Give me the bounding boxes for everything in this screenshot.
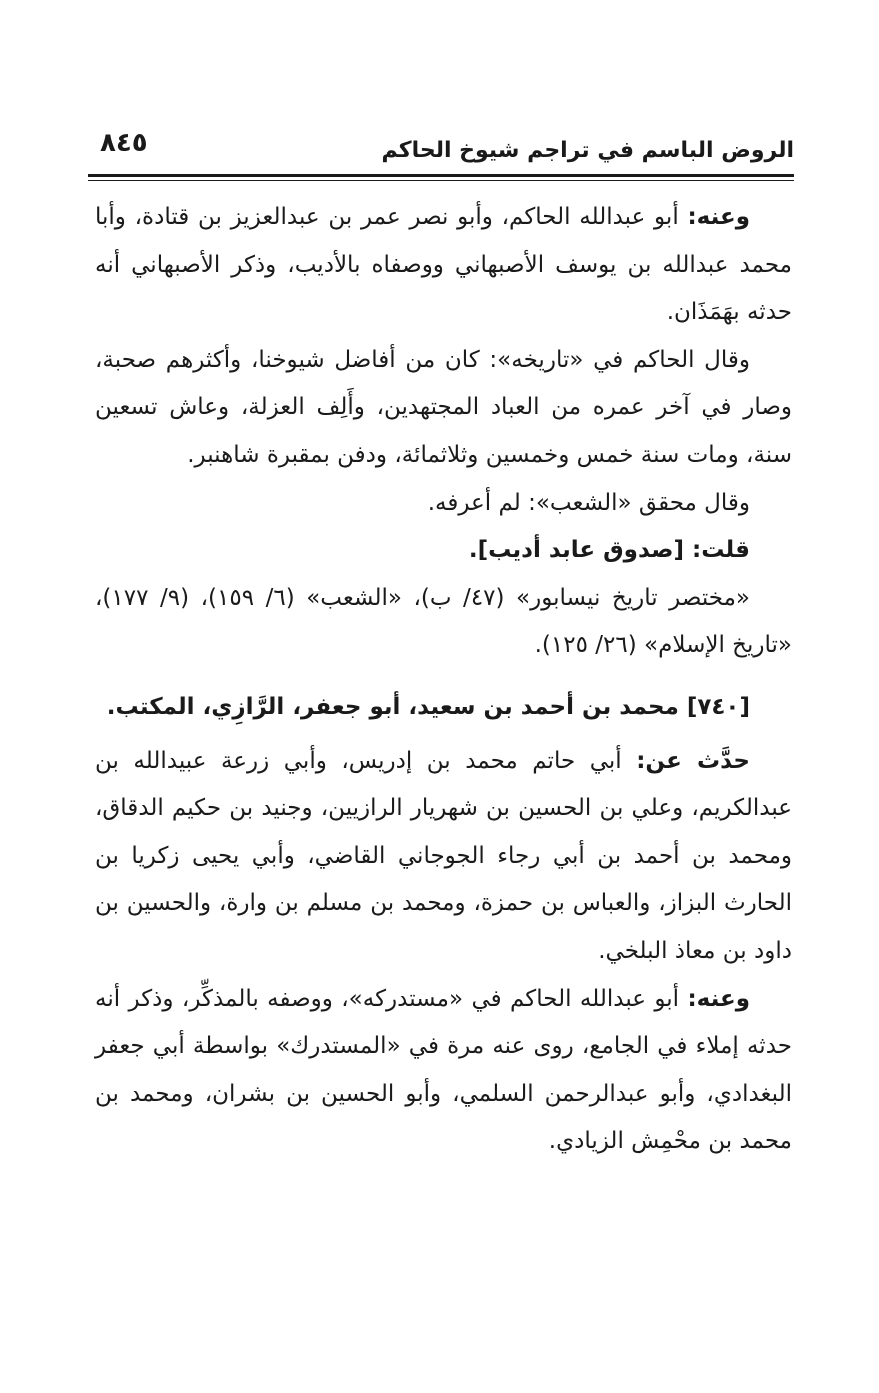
paragraph-text: وقال الحاكم في «تاريخه»: كان من أفاضل شيوخنا، وأكثرهم صحبة، وصار في آخر عمره من العباد المجتهدين، وأَلِف العزلة، وعاش تسعين سنة، ومات سنة خمس وخمسين وثلاثمائة، ودفن بمقبرة شاهنبر. — [95, 346, 792, 468]
verdict-text: [صدوق عابد أديب]. — [468, 537, 692, 564]
narrators-from-paragraph — [95, 194, 792, 337]
sources-paragraph — [95, 575, 792, 670]
running-title: الروض الباسم في تراجم شيوخ الحاكم — [381, 138, 794, 163]
paragraph-lead: قلت: — [692, 537, 750, 564]
paragraph-text: وقال محقق «الشعب»: لم أعرفه. — [427, 489, 750, 516]
paragraph-text: أبو عبدالله الحاكم في «مستدركه»، ووصفه بالمذكِّر، وذكر أنه حدثه إملاء في الجامع، روى عنه مرة في «المستدرك» بواسطة أبي جعفر البغدادي، وأبو عبدالرحمن السلمي، وأبو الحسين بن بشران، ومحمد بن محمد بن محْمِش الزيادي. — [95, 985, 792, 1155]
teachers-paragraph — [95, 738, 792, 976]
entry-title: [٧٤٠] محمد بن أحمد بن سعيد، أبو جعفر، الرَّازِي، المكتب. — [106, 693, 750, 720]
paragraph-text: أبي حاتم محمد بن إدريس، وأبي زرعة عبيدالله بن عبدالكريم، وعلي بن الحسين بن شهريار الرازيين، وجنيد بن حكيم الدقاق، ومحمد بن أحمد بن أبي رجاء الجوجاني القاضي، وأبي يحيى زكريا بن الحارث البزاز، والعباس بن حمزة، ومحمد بن مسلم بن وارة، والحسين بن داود بن معاذ البلخي. — [95, 747, 792, 964]
paragraph-text: «مختصر تاريخ نيسابور» (٤٧/ ب)، «الشعب» (٦/ ١٥٩)، (٩/ ١٧٧)، «تاريخ الإسلام» (٢٦/ ١٢٥). — [95, 584, 792, 659]
paragraph-lead: وعنه: — [687, 985, 750, 1012]
paragraph-lead: وعنه: — [687, 204, 750, 230]
page-body — [95, 194, 792, 1166]
paragraph-lead: حدَّث عن: — [636, 747, 751, 774]
editor-note-paragraph — [95, 480, 792, 528]
verdict-paragraph — [95, 527, 792, 575]
page-number: ٨٤٥ — [100, 128, 148, 158]
header-rule-thick — [88, 174, 794, 177]
header-rule-thin — [88, 180, 794, 181]
page-header — [88, 118, 794, 174]
students-paragraph — [95, 976, 792, 1166]
hakim-quote-paragraph — [95, 337, 792, 480]
paragraph-text: أبو عبدالله الحاكم، وأبو نصر عمر بن عبدالعزيز بن قتادة، وأبا محمد عبدالله بن يوسف الأصبهاني ووصفاه بالأديب، وذكر الأصبهاني أنه حدثه بهَمَذَان. — [95, 204, 792, 326]
